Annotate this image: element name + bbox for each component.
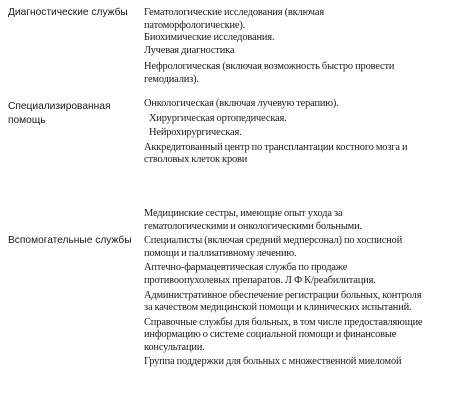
list-item: Административное обеспечение регистрации больных, контроля за качеством медицинской помощи и клинических испытаний.	[144, 289, 422, 314]
list-item: Аккредитованный центр по трансплантации костного мозга и стволовых клеток крови	[144, 141, 408, 166]
list-item: Онкологическая (включая лучевую терапию).	[144, 98, 339, 109]
row-label-specialized: Специализированная помощь	[8, 101, 111, 126]
list-item: Хирургическая ортопедическая.	[149, 112, 287, 124]
list-item: Лучевая диагностика	[144, 44, 235, 56]
list-item: Нейрохирургическая.	[149, 127, 242, 139]
row-content-auxiliary	[144, 208, 444, 368]
row-label-diagnostic: Диагностические службы	[8, 7, 128, 18]
row-content-specialized	[144, 98, 444, 167]
list-item: Нефрологическая (включая возможность быстро провести гемодиализ).	[144, 61, 395, 85]
list-item: Группа поддержки для больных с множественной миеломой	[144, 355, 402, 367]
row-content-diagnostic	[144, 7, 444, 87]
list-item: Справочные службы для больных, в том числе предоставляющие информацию о системе социальной помощи и финансовые консультации.	[144, 316, 423, 353]
list-item: Медицинские сестры, имеющие опыт ухода за гематологическими и онкологическими больными.	[144, 208, 362, 232]
list-item: Аптечно-фармацевтическая служба по продаже противоопухолевых препаратов. Л Ф К/реабилитация.	[144, 262, 376, 286]
list-item: Специалисты (включая средний медперсонал) по хосписной помощи и паллиативному лечению.	[144, 235, 403, 259]
row-label-auxiliary: Вспомогательные службы	[8, 235, 132, 246]
list-item: Гематологические исследования (включая патоморфологические).	[144, 7, 324, 31]
list-item: Биохимические исследования.	[144, 32, 275, 44]
